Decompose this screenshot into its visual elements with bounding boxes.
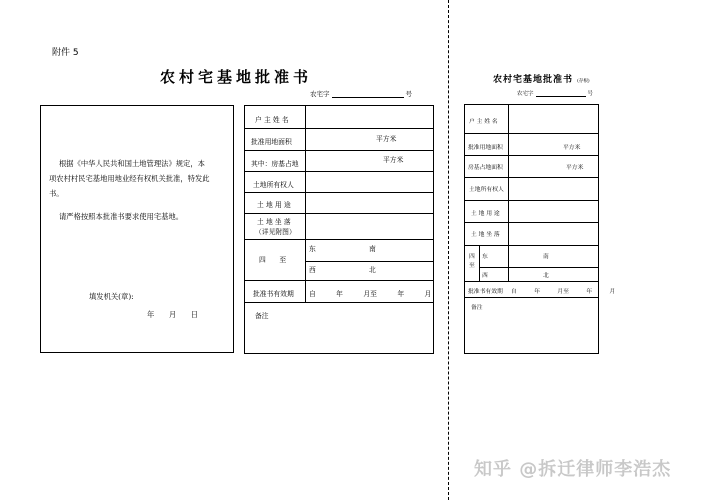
stub-approved-area-unit: 平方米 <box>563 145 581 151</box>
para1-line3: 书。 <box>49 189 64 198</box>
remarks-label: 备注 <box>255 312 269 320</box>
certificate-text-panel <box>40 105 234 353</box>
boundaries-label: 四 至 <box>259 256 287 264</box>
cut-line <box>448 0 449 500</box>
approved-area-unit: 平方米 <box>376 135 397 143</box>
stub-table <box>464 104 616 354</box>
validity-value: 自 年 月至 年 月 <box>309 290 432 298</box>
stub-house-area-unit: 平方米 <box>566 165 584 171</box>
west-label: 西 <box>309 266 316 274</box>
south-label: 南 <box>369 245 376 253</box>
stub-land-owner-label: 土地所有权人 <box>469 187 504 193</box>
stub-boundaries-label: 四 至 <box>469 254 475 269</box>
stub-validity-value: 自 年 月至 年 月 <box>511 289 616 295</box>
stub-east-label: 东 <box>482 254 488 260</box>
para1-line1: 根据《中华人民共和国土地管理法》规定，本 <box>59 159 205 168</box>
land-owner-label: 土地所有权人 <box>253 181 294 189</box>
stub-number-blank <box>536 90 586 97</box>
stub-owner-name-label: 户 主 姓 名 <box>469 119 498 125</box>
annex-label: 附件 5 <box>52 48 79 58</box>
stub-house-area-label: 房基占地面积 <box>468 165 503 171</box>
land-use-label: 土 地 用 途 <box>257 201 291 209</box>
stub-remarks-label: 备注 <box>471 305 483 311</box>
document-number: 农宅字 号 <box>310 90 412 98</box>
stub-north-label: 北 <box>543 273 549 279</box>
north-label: 北 <box>369 266 376 274</box>
east-label: 东 <box>309 245 316 253</box>
approval-form-table <box>244 105 434 354</box>
stub-validity-label: 批准书有效期 <box>468 289 503 295</box>
stub-west-label: 西 <box>482 273 488 279</box>
location-label: 土 地 坐 落 <box>257 218 291 226</box>
validity-label: 批准书有效期 <box>253 290 294 298</box>
number-blank <box>332 90 404 98</box>
stub-number: 农宅字 号 <box>517 91 594 97</box>
stub-approved-area-label: 批准用地面积 <box>468 145 503 151</box>
watermark: 知乎 @拆迁律师李浩杰 <box>474 459 672 480</box>
stub-land-use-label: 土 地 用 途 <box>471 211 500 217</box>
stub-title: 农村宅基地批准书 (存根) <box>493 75 590 85</box>
house-area-unit: 平方米 <box>383 156 404 164</box>
stub-location-label: 土 地 坐 落 <box>471 232 500 238</box>
document-title: 农村宅基地批准书 <box>160 68 313 86</box>
issuer-label: 填发机关(章): <box>89 292 134 301</box>
stub-south-label: 南 <box>543 254 549 260</box>
house-area-label: 其中：房基占地 <box>251 160 299 168</box>
para1-line2: 项农村村民宅基地用地业经有权机关批准，特发此 <box>49 174 210 183</box>
approved-area-label: 批准用地面积 <box>251 138 292 146</box>
para2: 请严格按照本批准书要求使用宅基地。 <box>59 212 184 221</box>
location-note: （详见附图） <box>255 228 296 236</box>
owner-name-label: 户 主 姓 名 <box>255 116 289 124</box>
issue-date: 年 月 日 <box>147 310 199 319</box>
